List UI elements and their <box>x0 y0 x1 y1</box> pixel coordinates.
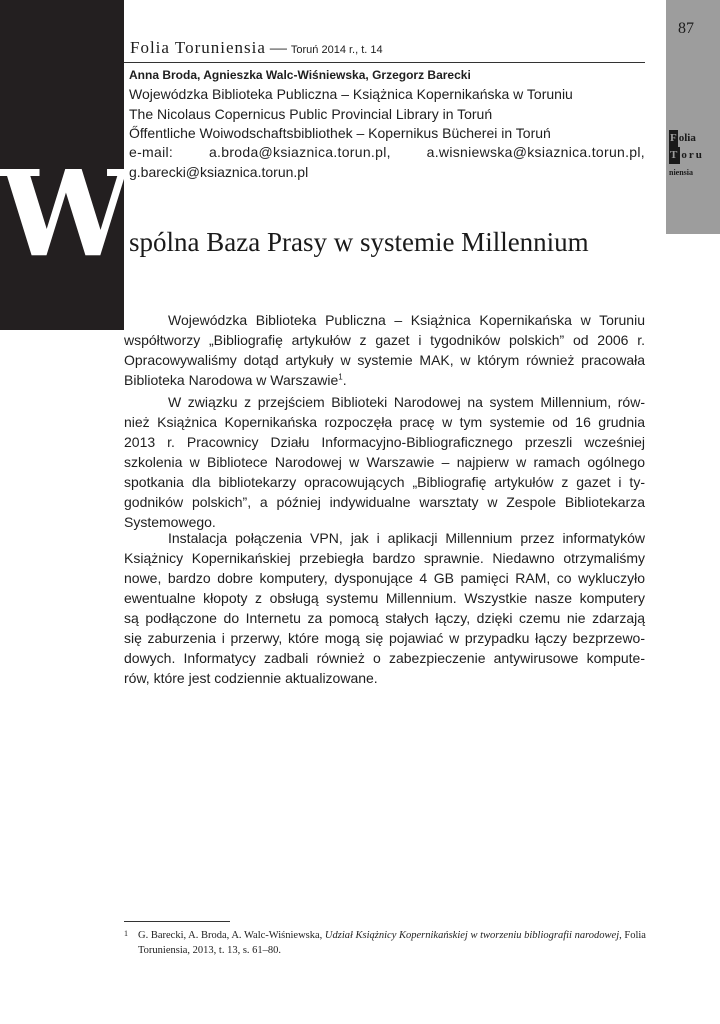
article-title: spólna Baza Prasy w systemie Millennium <box>129 227 589 257</box>
journal-name: Folia Toruniensia <box>130 38 266 57</box>
body-line: ewentualne kłopoty z obsługą systemu Millennium. Wszystkie nasze komputery <box>124 590 645 606</box>
logo-cap-f: F <box>669 130 678 147</box>
body-line: nież Książnica Kopernikańska rozpoczęła pracę w tym systemie od 16 grudnia <box>124 414 645 430</box>
body-line: Opracowywaliśmy dotąd artykuły w systemie MAK, w którym również pracowała <box>124 352 645 368</box>
body-line-text: Biblioteka Narodowa w Warszawie <box>124 372 339 388</box>
body-line: Biblioteka Narodowa w Warszawie$^1$. <box>124 372 347 388</box>
body-line: szkolenia w Bibliotece Narodowej w Warszawie – najpierw w ramach ogólnego <box>124 454 645 470</box>
drop-cap-letter: W <box>0 144 133 283</box>
logo-cap-t: T <box>669 147 680 164</box>
journal-issue: Toruń 2014 r., t. 14 <box>290 44 383 56</box>
footnote-authors: G. Barecki, A. Broda, A. Walc-Wiśniewska, <box>138 930 325 941</box>
body-line: rów, które jest codziennie aktualizowane. <box>124 670 378 686</box>
body-line: współtworzy „Bibliografię artykułów z gazet i tygodników polskich” od 2006 r. <box>124 332 645 348</box>
footnote-source-2: Toruniensia, 2013, t. 13, s. 61–80. <box>138 945 282 956</box>
email-line-2: g.barecki@ksiaznica.torun.pl <box>129 164 309 180</box>
logo-text-3: niensia <box>669 168 694 177</box>
journal-logo <box>669 130 719 181</box>
logo-text-2: oru <box>681 149 704 161</box>
affiliation-en: The Nicolaus Copernicus Public Provincial Library in Toruń <box>129 106 493 122</box>
affiliation-de: Őffentliche Woiwodschaftsbibliothek – Kopernikus Bücherei in Toruń <box>129 125 551 141</box>
body-line: Instalacja połączenia VPN, jak i aplikacji Millennium przez informatyków <box>168 530 645 546</box>
body-line: Książnicy Kopernikańskiej przebiegła bardzo sprawnie. Niedawno otrzymaliśmy <box>124 550 645 566</box>
email-line: e-mail: a.broda@ksiaznica.torun.pl, a.wisniewska@ksiaznica.torun.pl, <box>129 144 645 160</box>
footnote-marker: 1 <box>124 929 128 938</box>
logo-text-1: olia <box>678 132 696 144</box>
footnote-title: Udział Książnicy Kopernikańskiej w tworzeniu bibliografii narodowej <box>324 930 620 941</box>
body-line: Wojewódzka Biblioteka Publiczna – Książnica Kopernikańska w Toruniu <box>168 312 645 328</box>
header-separator: — <box>269 38 287 57</box>
body-line: nowe, bardzo dobre komputery, dysponujące 4 GB pamięci RAM, co wykluczyło <box>124 570 645 586</box>
body-line: godników polskich”, a później indywidualne warsztaty w Zespole Bibliotekarza <box>124 494 645 510</box>
running-header <box>130 38 645 58</box>
footnote-ref: 1 <box>338 372 343 382</box>
body-line: 2013 r. Pracownicy Działu Informacyjno-Bibliograficznego przeszli wcześniej <box>124 434 645 450</box>
footnote-rule <box>124 921 230 922</box>
footnote-source: , Folia <box>619 930 646 941</box>
header-rule <box>124 62 645 63</box>
footnote <box>124 928 647 958</box>
affiliation-pl: Wojewódzka Biblioteka Publiczna – Książnica Kopernikańska w Toruniu <box>129 86 573 102</box>
body-line: Systemowego. <box>124 514 216 530</box>
authors: Anna Broda, Agnieszka Walc-Wiśniewska, Grzegorz Barecki <box>129 68 471 82</box>
body-line: się zaburzenia i przerwy, które mogą się pojawiać w przypadku łączy bezprzewo- <box>124 630 645 646</box>
body-line: są podłączone do Internetu za pomocą stałych łączy, dzięki czemu nie zdarzają <box>124 610 645 626</box>
body-line: dowych. Informatycy zadbali również o zabezpieczenie antywirusowe kompute- <box>124 650 645 666</box>
body-line: spotkania dla bibliotekarzy opracowujących „Bibliografię artykułów z gazet i ty- <box>124 474 645 490</box>
page-number: 87 <box>678 20 694 37</box>
body-line: W związku z przejściem Biblioteki Narodowej na system Millennium, rów- <box>168 394 645 410</box>
